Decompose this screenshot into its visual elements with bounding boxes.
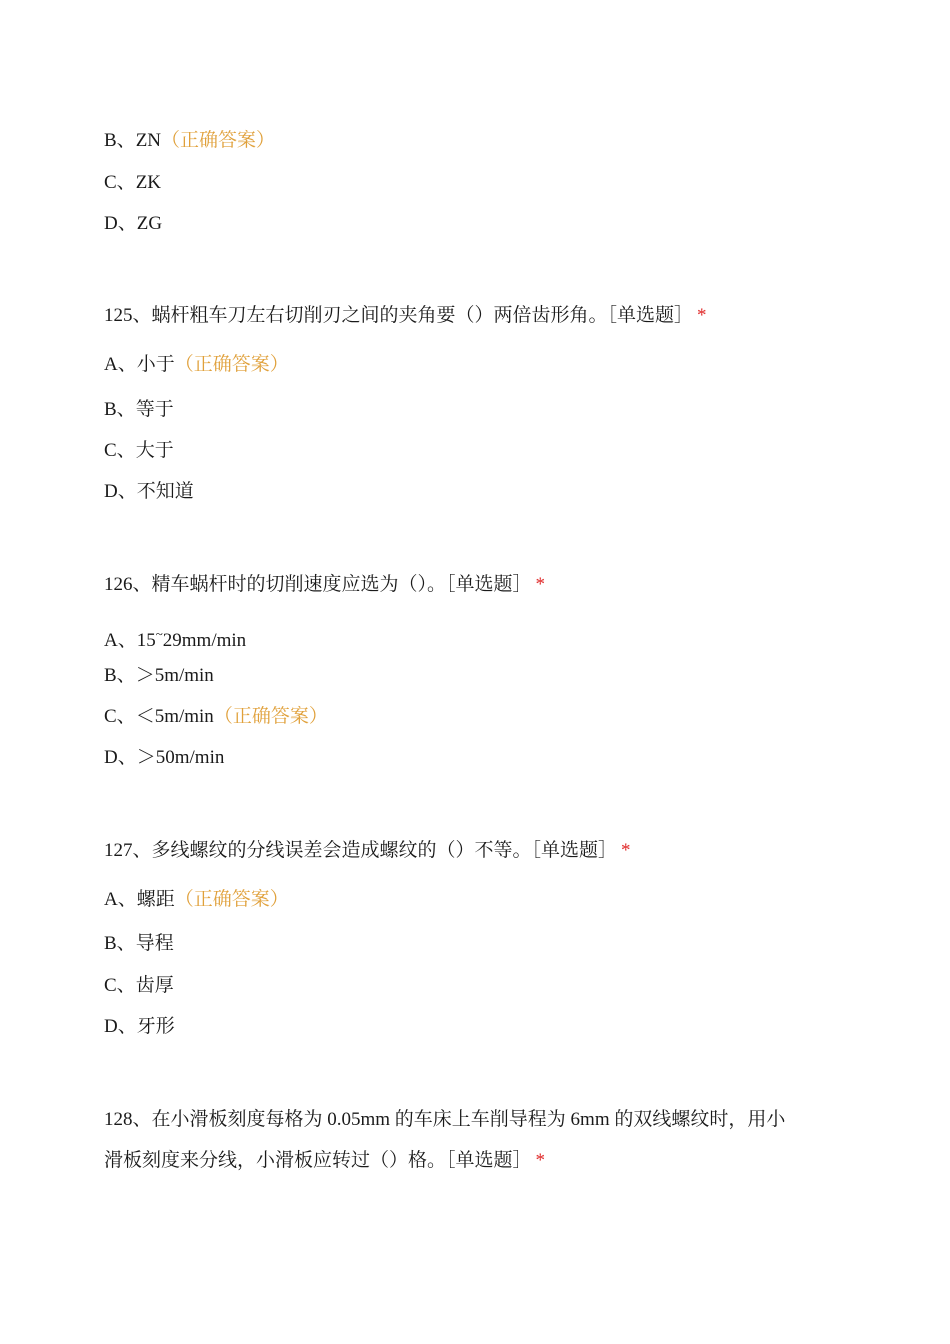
required-mark: * xyxy=(621,840,631,861)
option-prefix: B、 xyxy=(104,933,136,954)
option-prefix: A、 xyxy=(104,889,137,910)
option-prefix: D、 xyxy=(104,1016,137,1037)
option-text: 小于 xyxy=(136,354,175,375)
q127-option-a[interactable] xyxy=(104,888,289,912)
option-text: 29mm/min xyxy=(162,630,247,651)
q124-option-c[interactable] xyxy=(104,171,161,195)
required-mark: * xyxy=(697,305,707,326)
option-prefix: C、 xyxy=(104,706,136,727)
question-text: 125、蜗杆粗车刀左右切削刃之间的夹角要（）两倍齿形角。［单选题］ xyxy=(104,305,694,326)
option-prefix: B、 xyxy=(104,665,136,686)
option-text: 等于 xyxy=(135,399,174,420)
question-text: 127、多线螺纹的分线误差会造成螺纹的（）不等。［单选题］ xyxy=(104,840,618,861)
option-text: 齿厚 xyxy=(135,975,174,996)
q126-option-b[interactable] xyxy=(104,664,214,688)
option-text-tilde: ~ xyxy=(155,626,163,641)
question-text: 滑板刻度来分线，小滑板应转过（）格。［单选题］ xyxy=(104,1150,532,1171)
option-prefix: B、 xyxy=(104,130,136,151)
q127-option-d[interactable] xyxy=(104,1015,175,1039)
option-text: ZN xyxy=(135,130,162,151)
required-mark: * xyxy=(535,574,546,595)
option-text: 15 xyxy=(136,630,156,651)
q127-stem xyxy=(104,839,631,863)
q126-option-c[interactable] xyxy=(104,705,328,729)
q125-option-b[interactable] xyxy=(104,398,174,422)
q126-stem xyxy=(104,573,545,597)
option-text: 导程 xyxy=(135,933,174,954)
option-prefix: B、 xyxy=(104,399,136,420)
option-text: 螺距 xyxy=(136,889,175,910)
q125-option-a[interactable] xyxy=(104,353,289,377)
correct-answer-label: （正确答案） xyxy=(213,706,328,727)
q125-option-d[interactable] xyxy=(104,480,194,504)
question-text: 126、精车蜗杆时的切削速度应选为（）。［单选题］ xyxy=(104,574,532,595)
option-prefix: C、 xyxy=(104,440,136,461)
option-text: 大于 xyxy=(135,440,174,461)
q127-option-c[interactable] xyxy=(104,974,174,998)
correct-answer-label: （正确答案） xyxy=(161,130,276,151)
option-prefix: D、 xyxy=(104,481,137,502)
option-text: ＞5m/min xyxy=(135,665,214,686)
question-text: 128、在小滑板刻度每格为 0.05mm 的车床上车削导程为 6mm 的双线螺纹时，用小 xyxy=(104,1109,786,1130)
q125-option-c[interactable] xyxy=(104,439,174,463)
q127-option-b[interactable] xyxy=(104,932,174,956)
correct-answer-label: （正确答案） xyxy=(174,889,289,910)
option-text: ＜5m/min xyxy=(135,706,214,727)
q124-option-d[interactable] xyxy=(104,212,162,236)
option-text: 不知道 xyxy=(136,481,194,502)
q126-option-a[interactable] xyxy=(104,622,246,653)
option-prefix: D、 xyxy=(104,747,137,768)
option-text: ＞50m/min xyxy=(136,747,225,768)
q128-stem-line2 xyxy=(104,1149,545,1173)
required-mark: * xyxy=(535,1150,546,1171)
option-prefix: C、 xyxy=(104,172,136,193)
q125-stem xyxy=(104,304,707,328)
q126-option-d[interactable] xyxy=(104,746,224,770)
option-prefix: D、 xyxy=(104,213,137,234)
option-prefix: A、 xyxy=(104,630,137,651)
option-prefix: C、 xyxy=(104,975,136,996)
q124-option-b[interactable] xyxy=(104,129,275,153)
option-text: 牙形 xyxy=(136,1016,175,1037)
option-prefix: A、 xyxy=(104,354,137,375)
option-text: ZK xyxy=(135,172,162,193)
q128-stem-line1 xyxy=(104,1108,785,1132)
option-text: ZG xyxy=(136,213,163,234)
correct-answer-label: （正确答案） xyxy=(174,354,289,375)
